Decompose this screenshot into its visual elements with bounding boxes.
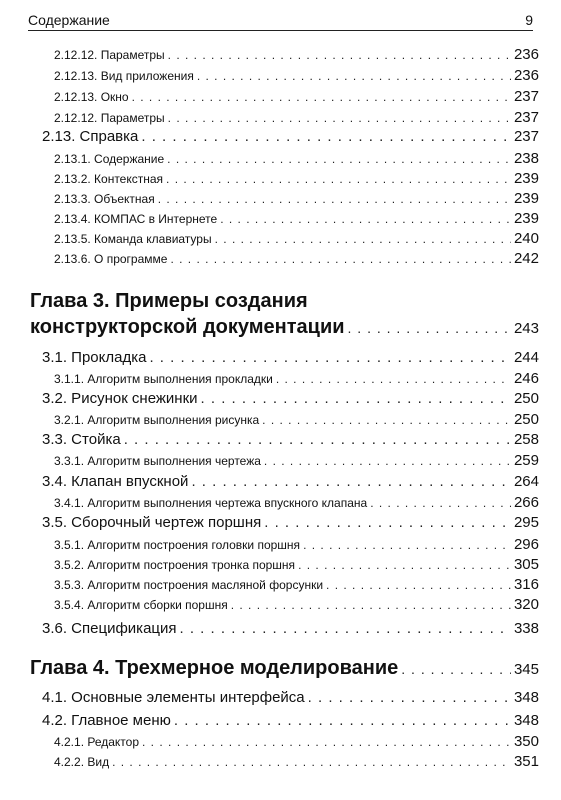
toc-leader-dots xyxy=(370,496,511,510)
toc-leader-dots xyxy=(158,192,511,206)
toc-entry[interactable] xyxy=(54,576,539,593)
toc-entry-title: 3.4. Клапан впускной xyxy=(42,473,189,490)
toc-entry-title: 3.3. Стойка xyxy=(42,431,121,448)
toc-entry-title: Глава 4. Трехмерное моделирование xyxy=(30,657,399,679)
toc-entry-title: 3.5. Сборочный чертеж поршня xyxy=(42,514,262,531)
toc-leader-dots xyxy=(298,558,511,572)
toc-entry-page: 296 xyxy=(513,536,539,553)
toc-leader-dots xyxy=(180,620,511,637)
toc-entry-title: 2.12.12. Параметры xyxy=(54,111,165,125)
toc-entry-title: 2.13.1. Содержание xyxy=(54,152,165,166)
toc-entry-title: конструкторской документации xyxy=(30,316,345,338)
toc-entry[interactable] xyxy=(54,67,539,84)
toc-entry-title: 4.2.2. Вид xyxy=(54,755,110,769)
toc-entry-title: 3.1. Прокладка xyxy=(42,349,147,366)
toc-entry-title: 2.13.6. О программе xyxy=(54,252,168,266)
toc-entry[interactable] xyxy=(54,536,539,553)
header-page-number: 9 xyxy=(525,12,533,28)
toc-entry-title: 2.13.5. Команда клавиатуры xyxy=(54,232,212,246)
toc-section[interactable] xyxy=(42,712,539,729)
toc-entry[interactable] xyxy=(54,596,539,613)
toc-entry-page: 264 xyxy=(513,473,539,490)
toc-entry-page: 236 xyxy=(513,46,539,63)
toc-leader-dots xyxy=(167,152,511,166)
toc-leader-dots xyxy=(166,172,511,186)
toc-section[interactable] xyxy=(42,689,539,706)
toc-entry-title: 2.12.13. Вид приложения xyxy=(54,69,194,83)
toc-section[interactable] xyxy=(42,620,539,637)
toc-entry-page: 237 xyxy=(513,128,539,145)
toc-entry-title: 2.13.2. Контекстная xyxy=(54,172,164,186)
toc-leader-dots xyxy=(348,320,511,336)
toc-entry-page: 237 xyxy=(513,88,539,105)
toc-entry[interactable] xyxy=(54,494,539,511)
toc-entry-title: 4.2. Главное меню xyxy=(42,712,171,729)
toc-entry[interactable] xyxy=(54,190,539,207)
toc-section[interactable] xyxy=(42,431,539,448)
toc-entry-page: 250 xyxy=(513,411,539,428)
toc-leader-dots xyxy=(174,712,511,729)
toc-leader-dots xyxy=(201,390,511,407)
toc-leader-dots xyxy=(401,661,511,677)
toc-entry-page: 236 xyxy=(513,67,539,84)
toc-entry-title: 3.1.1. Алгоритм выполнения прокладки xyxy=(54,372,273,386)
toc-entry-page: 259 xyxy=(513,452,539,469)
toc-entry-title: 2.13.3. Объектная xyxy=(54,192,155,206)
toc-entry-title: 3.6. Спецификация xyxy=(42,620,177,637)
toc-entry-page: 351 xyxy=(513,753,539,770)
toc-leader-dots xyxy=(276,372,511,386)
toc-leader-dots xyxy=(220,212,511,226)
toc-leader-dots xyxy=(308,689,511,706)
toc-entry-page: 295 xyxy=(513,514,539,531)
toc-entry-page: 316 xyxy=(513,576,539,593)
toc-entry-title: 4.1. Основные элементы интерфейса xyxy=(42,689,305,706)
toc-section[interactable] xyxy=(42,128,539,145)
toc-entry[interactable] xyxy=(54,46,539,63)
toc-entry-page: 338 xyxy=(513,620,539,637)
toc-section[interactable] xyxy=(42,473,539,490)
toc-entry[interactable] xyxy=(54,109,539,126)
toc-leader-dots xyxy=(303,538,511,552)
toc-entry-title: 3.5.4. Алгоритм сборки поршня xyxy=(54,598,228,612)
toc-leader-dots xyxy=(264,454,511,468)
toc-leader-dots xyxy=(141,128,511,145)
toc-entry-title: 3.5.3. Алгоритм построения масляной форсунки xyxy=(54,578,324,592)
toc-leader-dots xyxy=(326,578,511,592)
toc-entry-page: 239 xyxy=(513,210,539,227)
toc-entry-title: 3.4.1. Алгоритм выполнения чертежа впускного клапана xyxy=(54,496,368,510)
toc-section[interactable] xyxy=(42,390,539,407)
toc-entry-page: 348 xyxy=(513,689,539,706)
toc-entry-title: 3.2. Рисунок снежинки xyxy=(42,390,198,407)
toc-entry-page: 320 xyxy=(513,596,539,613)
toc-leader-dots xyxy=(191,473,511,490)
toc-entry-page: 258 xyxy=(513,431,539,448)
toc-entry-page: 305 xyxy=(513,556,539,573)
toc-entry-title: 2.12.12. Параметры xyxy=(54,48,165,62)
toc-section[interactable] xyxy=(42,514,539,531)
toc-entry-page: 238 xyxy=(513,150,539,167)
toc-entry-title: 4.2.1. Редактор xyxy=(54,735,140,749)
toc-entry-title: 2.13.4. КОМПАС в Интернете xyxy=(54,212,218,226)
toc-entry-page: 240 xyxy=(513,230,539,247)
toc-leader-dots xyxy=(170,252,511,266)
chapter-3-title-line1: Глава 3. Примеры создания xyxy=(30,290,308,312)
running-header xyxy=(28,6,533,31)
toc-entry[interactable] xyxy=(54,370,539,387)
toc-entry-title: 2.13. Справка xyxy=(42,128,139,145)
header-title: Содержание xyxy=(28,12,110,28)
toc-entry-title: 3.3.1. Алгоритм выполнения чертежа xyxy=(54,454,261,468)
toc-entry[interactable] xyxy=(54,452,539,469)
toc-entry-title: 3.5.1. Алгоритм построения головки поршня xyxy=(54,538,301,552)
toc-entry-title: 3.2.1. Алгоритм выполнения рисунка xyxy=(54,413,260,427)
toc-entry-page: 345 xyxy=(513,661,539,678)
toc-leader-dots xyxy=(132,90,511,104)
toc-entry[interactable] xyxy=(54,556,539,573)
toc-entry-page: 348 xyxy=(513,712,539,729)
toc-entry[interactable] xyxy=(54,411,539,428)
toc-chapter[interactable] xyxy=(30,316,539,339)
toc-entry[interactable] xyxy=(54,250,539,267)
toc-entry[interactable] xyxy=(54,733,539,750)
toc-entry[interactable] xyxy=(54,88,539,105)
toc-leader-dots xyxy=(124,431,511,448)
toc-leader-dots xyxy=(262,413,511,427)
toc-entry-page: 237 xyxy=(513,109,539,126)
toc-entry[interactable] xyxy=(54,753,539,770)
toc-section[interactable] xyxy=(42,349,539,366)
toc-entry-page: 350 xyxy=(513,733,539,750)
toc-entry-page: 243 xyxy=(513,320,539,337)
toc-leader-dots xyxy=(142,735,511,749)
toc-entry-title: 3.5.2. Алгоритм построения тронка поршня xyxy=(54,558,296,572)
toc-entry[interactable] xyxy=(54,150,539,167)
toc-entry[interactable] xyxy=(54,230,539,247)
toc-leader-dots xyxy=(264,514,511,531)
toc-entry-page: 266 xyxy=(513,494,539,511)
toc-leader-dots xyxy=(197,69,511,83)
toc-entry-page: 239 xyxy=(513,170,539,187)
toc-leader-dots xyxy=(149,349,511,366)
toc-chapter[interactable] xyxy=(30,657,539,680)
toc-leader-dots xyxy=(112,755,511,769)
toc-entry-page: 250 xyxy=(513,390,539,407)
toc-entry-page: 239 xyxy=(513,190,539,207)
toc-leader-dots xyxy=(168,111,511,125)
toc-leader-dots xyxy=(231,598,511,612)
toc-leader-dots xyxy=(168,48,511,62)
toc-entry[interactable] xyxy=(54,170,539,187)
toc-leader-dots xyxy=(215,232,511,246)
toc-entry-title: 2.12.13. Окно xyxy=(54,90,129,104)
toc-entry-page: 242 xyxy=(513,250,539,267)
toc-entry[interactable] xyxy=(54,210,539,227)
toc-entry-page: 246 xyxy=(513,370,539,387)
toc-entry-page: 244 xyxy=(513,349,539,366)
